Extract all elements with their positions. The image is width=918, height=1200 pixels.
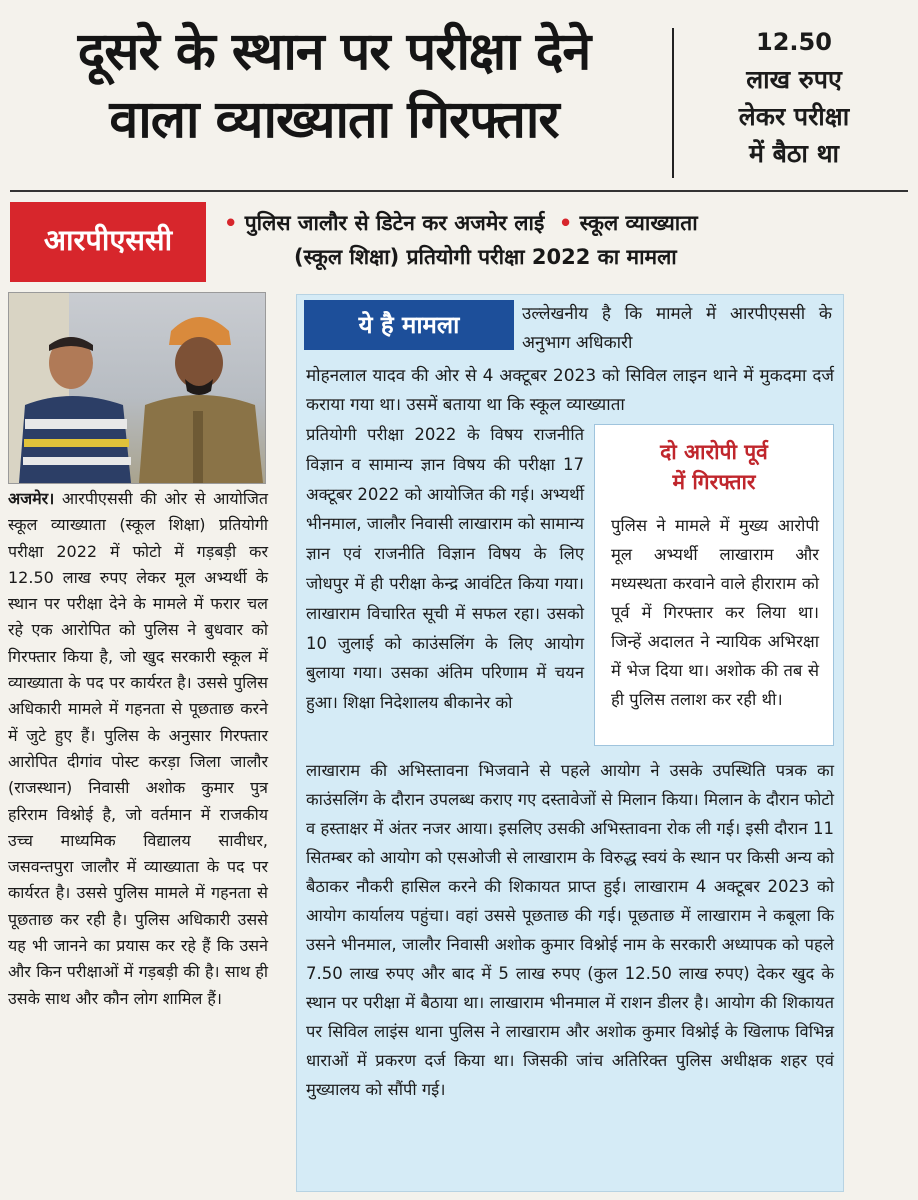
highlight-2: स्कूल व्याख्याता <box>579 211 698 235</box>
case-text-middle: प्रतियोगी परीक्षा 2022 के विषय राजनीति विज्ञान व सामान्य ज्ञान विषय की परीक्षा 17 अक्टूबर 2022 को आयोजित की गई। अभ्यर्थी भीनमाल, जालौर निवासी लाखाराम को सामान्य ज्ञान एवं राजनीति विज्ञान विषय के लिए जोधपुर में ही परीक्षा केन्द्र आवंटित किया गया। लाखाराम विचारित सूची में सफल रहा। उसको 10 जुलाई को काउंसलिंग के लिए आयोग बुलाया गया। उसका अंतिम परिणाम में चयन हुआ। शिक्षा निदेशालय बीकानेर को <box>306 425 584 713</box>
side-line-2: लेकर परीक्षा <box>738 102 850 131</box>
bullet-icon: • <box>224 211 238 235</box>
inset-title-line-2: में गिरफ्तार <box>672 470 756 494</box>
side-line-3: में बैठा था <box>748 139 840 168</box>
case-intro: उल्लेखनीय है कि मामले में आरपीएससी के अनुभाग अधिकारी <box>522 304 832 353</box>
headline-divider <box>660 28 674 178</box>
case-title: ये है मामला <box>304 300 514 350</box>
highlight-line-1 <box>224 206 914 240</box>
news-photo <box>8 292 266 484</box>
headline <box>14 18 654 154</box>
category-tag: आरपीएससी <box>10 202 206 282</box>
inset-box <box>594 424 834 746</box>
inset-title <box>595 437 833 497</box>
photo-person-right <box>137 301 265 483</box>
headline-line-1: दूसरे के स्थान पर परीक्षा देने <box>77 22 591 82</box>
section-divider <box>10 190 908 192</box>
side-highlight <box>678 24 910 172</box>
case-text-upper: मोहनलाल यादव की ओर से 4 अक्टूबर 2023 को सिविल लाइन थाने में मुकदमा दर्ज कराया गया था। उसमें बताया था कि स्कूल व्याख्याता <box>306 366 834 415</box>
case-text-lower: लाखाराम की अभिस्तावना भिजवाने से पहले आयोग ने उसके उपस्थिति पत्रक का काउंसलिंग के दौरान उपलब्ध कराए गए दस्तावेजों से मिलान किया। मिलान के दौरान फोटो व हस्ताक्षर में अंतर नजर आया। इसलिए उसकी अभिस्तावना रोक ली गई। इसी दौरान 11 सितम्बर को आयोग को एसओजी से लाखाराम के विरुद्ध स्वयं के स्थान पर किसी अन्य को बैठाकर नौकरी हासिल करने की शिकायत प्राप्त हुई। लाखाराम 4 अक्टूबर 2023 को आयोग कार्यालय पहुंचा। वहां उससे पूछताछ की गई। पूछताछ में लाखाराम ने कबूला कि उसने भीनमाल, जालौर निवासी अशोक कुमार विश्नोई नाम के सरकारी अध्यापक को पहले 7.50 लाख रुपए और बाद में 5 लाख रुपए (कुल 12.50 लाख रुपए) देकर खुद के स्थान पर परीक्षा में बैठाया था। लाखाराम भीनमाल में राशन डीलर है। आयोग की शिकायत पर सिविल लाइंस थाना पुलिस ने लाखाराम और अशोक कुमार विश्नोई के खिलाफ विभिन्न धाराओं में प्रकरण दर्ज किया था। जिसकी जांच अतिरिक्त पुलिस अधीक्षक शहर एवं मुख्यालय को सौंपी गई। <box>306 761 834 1099</box>
left-column-article <box>8 486 268 1012</box>
inset-body: पुलिस ने मामले में मुख्य आरोपी मूल अभ्यर्थी लाखाराम और मध्यस्थता करवाने वाले हीराराम को पूर्व में गिरफ्तार कर लिया था। जिन्हें अदालत ने न्यायिक अभिरक्षा में भेज दिया था। अशोक की तब से ही पुलिस तलाश कर रही थी। <box>611 516 819 709</box>
inset-title-line-1: दो आरोपी पूर्व <box>660 440 768 464</box>
sub-highlights <box>224 206 914 274</box>
highlight-1: पुलिस जालौर से डिटेन कर अजमेर लाई <box>244 211 545 235</box>
side-amount: 12.50 <box>756 28 832 56</box>
photo-person-left <box>19 323 139 483</box>
bullet-icon: • <box>558 211 573 235</box>
left-column-body: आरपीएससी की ओर से आयोजित स्कूल व्याख्याता (स्कूल शिक्षा) प्रतियोगी परीक्षा 2022 में फोटो में गड़बड़ी कर 12.50 लाख रुपए लेकर मूल अभ्यर्थी के स्थान पर परीक्षा देने के मामले में फरार चल रहे एक आरोपित को पुलिस ने बुधवार को गिरफ्तार किया है, जो खुद सरकारी स्कूल में व्याख्याता के पद पर कार्यरत है। उससे पुलिस अधिकारी मामले में गहनता से पूछताछ करने में जुटे हुए हैं। पुलिस के अनुसार गिरफ्तार आरोपित दीगांव पोस्ट करड़ा जिला जालौर (राजस्थान) निवासी अशोक कुमार पुत्र हरिराम विश्नोई है, जो वर्तमान में राजकीय उच्च माध्यमिक विद्यालय सावीधर, जसवन्तपुरा जालौर में व्याख्याता के पद पर कार्यरत है। उससे पुलिस मामले में गहनता से पूछताछ कर रही है। पुलिस अधिकारी उससे यह भी जानने का प्रयास कर रहे हैं कि उसने और किन परीक्षाओं में गड़बड़ी की है। साथ ही उसके साथ और कौन लोग शामिल हैं। <box>8 489 268 1008</box>
headline-line-2: वाला व्याख्याता गिरफ्तार <box>109 90 559 150</box>
dateline: अजमेर। <box>8 489 55 508</box>
highlight-line-2: (स्कूल शिक्षा) प्रतियोगी परीक्षा 2022 का मामला <box>294 245 677 269</box>
side-line-1: लाख रुपए <box>746 65 842 94</box>
